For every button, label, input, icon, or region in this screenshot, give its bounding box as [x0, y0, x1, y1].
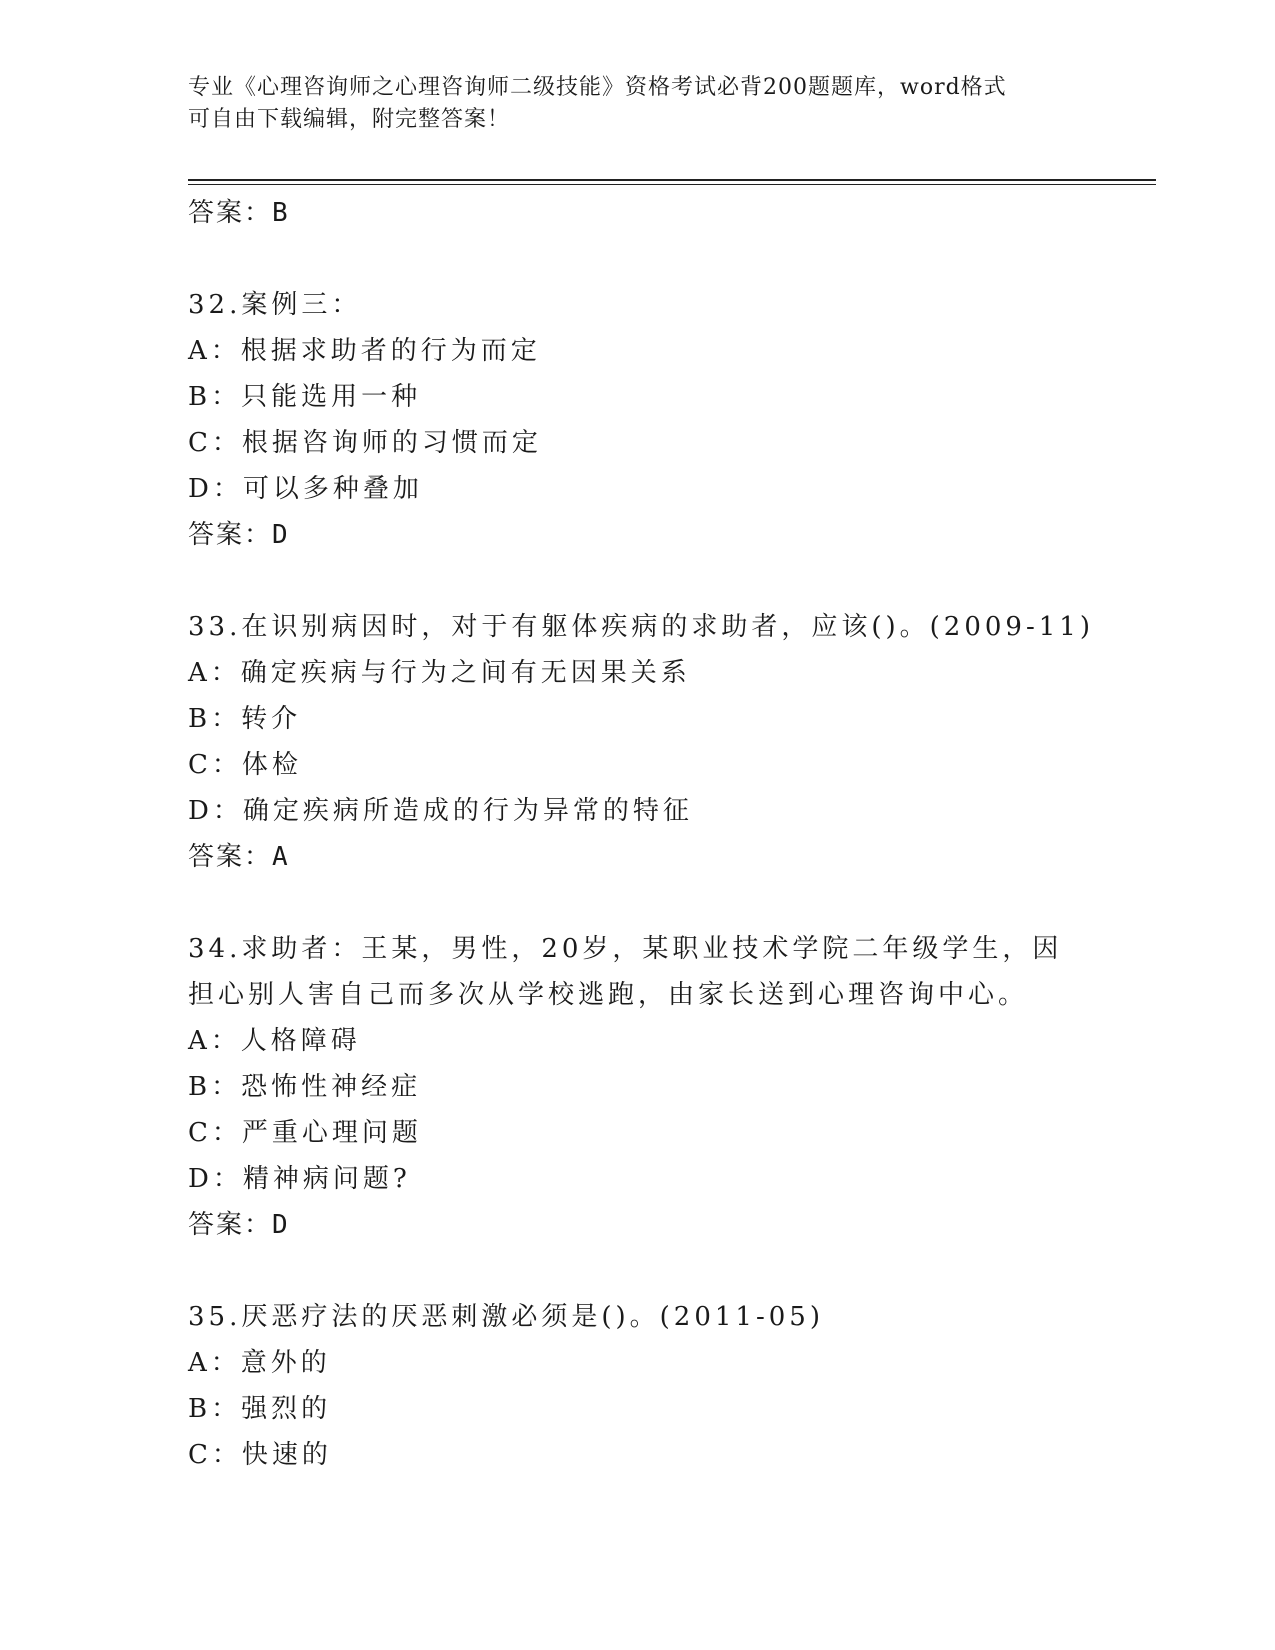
question-list [188, 190, 1148, 1478]
option-a: A：人格障碍 [188, 1026, 361, 1056]
answer-text: 答案：D [188, 520, 290, 550]
question-stem: 35.厌恶疗法的厌恶刺激必须是()。(2011-05) [188, 1302, 824, 1332]
option-d: D：可以多种叠加 [188, 474, 423, 504]
header-divider [188, 179, 1156, 181]
question-32 [188, 282, 1148, 558]
option-d: D：精神病问题? [188, 1164, 411, 1194]
answer-text: 答案：D [188, 1210, 290, 1240]
option-b: B：只能选用一种 [188, 382, 422, 412]
question-stem: 32.案例三： [188, 290, 362, 320]
question-stem: 33.在识别病因时，对于有躯体疾病的求助者，应该()。(2009-11) [188, 612, 1094, 642]
option-a: A：根据求助者的行为而定 [188, 336, 541, 366]
option-c: C：快速的 [188, 1440, 332, 1470]
question-33 [188, 604, 1148, 880]
header-divider-thin [188, 184, 1156, 185]
question-stem: 34.求助者：王某，男性，20岁，某职业技术学院二年级学生，因担心别人害自己而多次从学校逃跑，由家长送到心理咨询中心。 [188, 934, 1063, 1010]
option-c: C：根据咨询师的习惯而定 [188, 428, 542, 458]
header-line-1: 专业《心理咨询师之心理咨询师二级技能》资格考试必背200题题库，word格式 [188, 75, 1007, 100]
option-c: C：严重心理问题 [188, 1118, 422, 1148]
option-b: B：强烈的 [188, 1394, 332, 1424]
question-35 [188, 1294, 1148, 1478]
header-line-2: 可自由下载编辑，附完整答案！ [188, 107, 511, 132]
option-b: B：恐怖性神经症 [188, 1072, 422, 1102]
option-c: C：体检 [188, 750, 302, 780]
answer-text: 答案：B [188, 198, 290, 228]
document-header [188, 72, 1088, 136]
answer-text: 答案：A [188, 842, 290, 872]
option-b: B：转介 [188, 704, 302, 734]
option-d: D：确定疾病所造成的行为异常的特征 [188, 796, 693, 826]
option-a: A：确定疾病与行为之间有无因果关系 [188, 658, 691, 688]
option-a: A：意外的 [188, 1348, 331, 1378]
question-34 [188, 926, 1148, 1248]
